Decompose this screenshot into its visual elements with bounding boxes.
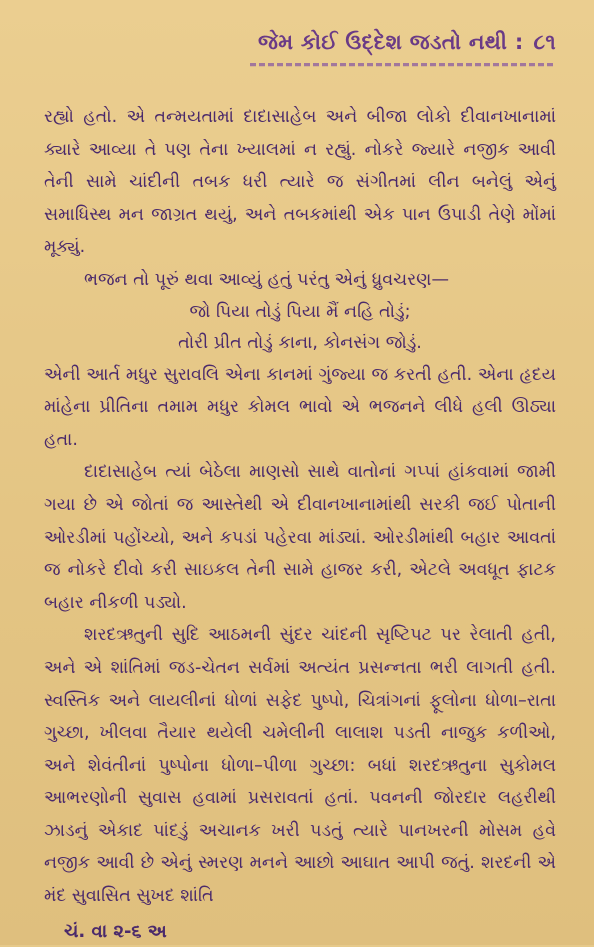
paragraph-3: એની આર્ત મધુર સુરાવલિ એના કાનમાં ગુંજ્યા જ કરતી હતી. એના હૃદય માંહેના પ્રીતિના તમામ મધુર કોમલ ભાવો એ ભજનને લીધે હલી ઊઠ્યા હતા. xyxy=(44,364,556,450)
running-title: જેમ કોઈ ઉદ્દેશ જડતો નથી : xyxy=(258,30,524,54)
verse-line-1: જો પિયા તોડું પિયા મૈં નહિ તોડું; xyxy=(189,301,411,322)
page-number: ૮૧ xyxy=(533,30,556,54)
signature-mark: ચં. વા ૨-૬ અ xyxy=(64,920,167,942)
paragraph-2: ભજન તો પૂરું થવા આવ્યું હતું પરંતુ એનું ધ્રુવચરણ— xyxy=(84,269,449,290)
paragraph-4: દાદાસાહેબ ત્યાં બેઠેલા માણસો સાથે વાતોનાં ગપ્પાં હાંકવામાં જામી ગયા છે એ જોતાં જ આસ્તેથી એ દીવાનખાનામાંથી સરકી જઈ પોતાની ઓરડીમાં પહોંચ્યો, અને કપડાં પહેરવા માંડ્યાં. ઓરડીમાંથી બહાર આવતાં જ નોકરે દીવો કરી સાઇકલ તેની સામે હાજર કરી, એટલે અવધૂત ફાટક બહાર નીકળી પડ્યો. xyxy=(44,462,556,613)
running-header xyxy=(44,30,556,55)
paragraph-1: રહ્યો હતો. એ તન્મયતામાં દાદાસાહેબ અને બીજા લોકો દીવાનખાનામાં ક્યારે આવ્યા તે પણ તેના ખ્યાલમાં ન રહ્યું. નોકરે જ્યારે નજીક આવી તેની સામે ચાંદીની તબક ધરી ત્યારે જ સંગીતમાં લીન બનેલું એનું સમાધિસ્થ મન જાગ્રત થયું, અને તબકમાંથી એક પાન ઉપાડી તેણે મોંમાં મૂક્યું. xyxy=(44,107,556,258)
paragraph-5: શરદઋતુની સુદિ આઠમની સુંદર ચાંદની સૃષ્ટિપટ પર રેલાતી હતી, અને એ શાંતિમાં જડ-ચેતન સર્વમાં અત્યંત પ્રસન્નતા ભરી લાગતી હતી. સ્વસ્તિક અને લાયલીનાં ધોળાં સફેદ પુષ્પો, ચિત્રાંગનાં ફૂલોના ધોળા–રાતા ગુચ્છા, ખીલવા તૈયાર થયેલી ચમેલીની લાલાશ પડતી નાજુક કળીઓ, અને શેવંતીનાં પુષ્પોના ધોળા–પીળા ગુચ્છા: બધાં શરદઋતુના સુકોમલ આભરણોની સુવાસ હવામાં પ્રસરાવતાં હતાં. પવનની જોરદાર લહરીથી ઝાડનું એકાદ પાંદડું અચાનક ખરી પડતું ત્યારે પાનખરની મોસમ હવે નજીક આવી છે એનું સ્મરણ મનને આછો આઘાત આપી જતું. શરદની એ મંદ સુવાસિત સુખદ શાંતિ xyxy=(44,625,556,907)
header-underline xyxy=(250,63,556,71)
verse-line-2: તોરી પ્રીત તોડું કાના, કોનસંગ જોડું. xyxy=(178,332,422,353)
